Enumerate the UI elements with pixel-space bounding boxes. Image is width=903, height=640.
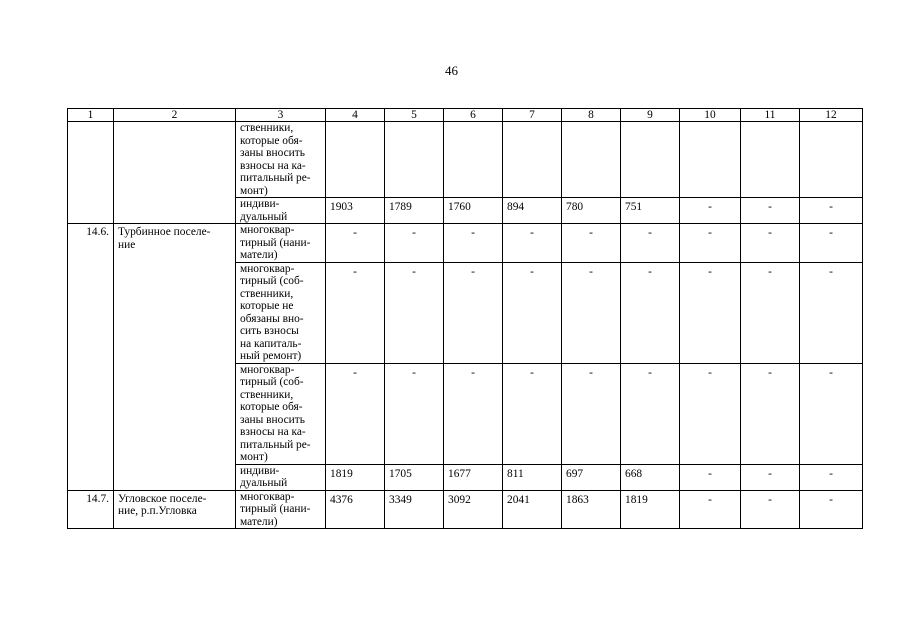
value-cell <box>503 122 562 198</box>
housing-type-line: тирный (нани- <box>240 236 311 249</box>
value-cell <box>385 363 444 464</box>
value-text: - <box>412 227 416 239</box>
value-cell <box>800 224 863 263</box>
column-number-4: 4 <box>326 109 385 122</box>
value-text: - <box>589 265 593 278</box>
value-text: - <box>768 227 772 239</box>
value-cell <box>741 224 800 263</box>
value-text: - <box>471 265 475 278</box>
value-cell <box>562 363 621 464</box>
value-cell <box>741 198 800 224</box>
housing-type-line: ственники, <box>240 122 294 134</box>
page-number: 46 <box>445 63 458 78</box>
value-cell <box>680 464 741 490</box>
row-number: 14.7. <box>86 492 109 505</box>
value-cell <box>385 262 444 363</box>
column-number-2: 2 <box>114 109 236 122</box>
value-text: 3092 <box>448 493 471 506</box>
value-cell <box>800 363 863 464</box>
value-cell <box>326 198 385 224</box>
housing-type-line: многоквар- <box>240 262 295 275</box>
value-text: - <box>530 265 534 278</box>
value-text: 894 <box>507 201 525 213</box>
value-cell <box>503 464 562 490</box>
value-cell <box>444 198 503 224</box>
value-cell <box>326 464 385 490</box>
value-cell <box>326 363 385 464</box>
value-text: - <box>768 366 772 379</box>
value-text: - <box>708 493 712 506</box>
value-text: - <box>768 201 772 213</box>
value-text: 1863 <box>566 493 589 506</box>
value-cell <box>385 490 444 529</box>
housing-type-line: ственники, <box>240 388 294 401</box>
housing-type-cell <box>236 224 326 263</box>
value-text: - <box>353 227 357 239</box>
value-cell <box>444 262 503 363</box>
value-cell <box>503 363 562 464</box>
value-cell <box>326 262 385 363</box>
value-cell <box>562 224 621 263</box>
value-text: - <box>708 265 712 278</box>
value-cell <box>680 262 741 363</box>
value-text: 4376 <box>330 493 353 506</box>
column-number-12: 12 <box>800 109 863 122</box>
housing-type-cell <box>236 198 326 224</box>
housing-type-line: монт) <box>240 184 268 197</box>
value-text: 1677 <box>448 467 471 480</box>
value-text: 668 <box>625 467 643 480</box>
value-text: - <box>471 366 475 379</box>
value-text: 1705 <box>389 467 412 480</box>
housing-type-line: тирный (соб- <box>240 275 304 287</box>
column-number-3: 3 <box>236 109 326 122</box>
value-cell <box>800 122 863 198</box>
value-text: 2041 <box>507 493 530 506</box>
housing-type-cell <box>236 490 326 529</box>
value-cell <box>562 262 621 363</box>
value-text: 1819 <box>330 467 353 480</box>
value-cell <box>800 464 863 490</box>
table-row <box>68 490 863 529</box>
housing-type-line: ственники, <box>240 287 294 300</box>
value-cell <box>385 464 444 490</box>
value-cell <box>741 363 800 464</box>
housing-type-line: на капиталь- <box>240 337 302 350</box>
value-cell <box>503 198 562 224</box>
value-cell <box>800 198 863 224</box>
housing-type-line: заны вносить <box>240 413 305 426</box>
value-cell <box>444 122 503 198</box>
value-text: - <box>768 467 772 480</box>
tariff-table <box>67 108 863 529</box>
value-cell <box>621 224 680 263</box>
housing-type-line: многоквар- <box>240 363 295 376</box>
value-cell <box>621 490 680 529</box>
row-number-cell <box>68 122 114 224</box>
housing-type-line: обязаны вно- <box>240 312 304 325</box>
value-cell <box>680 224 741 263</box>
value-text: 1903 <box>330 201 353 213</box>
row-number-cell <box>68 224 114 491</box>
value-text: - <box>708 201 712 213</box>
housing-type-line: дуальный <box>240 210 288 223</box>
housing-type-line: питальный ре- <box>240 438 311 451</box>
value-text: - <box>708 366 712 379</box>
column-number-6: 6 <box>444 109 503 122</box>
value-text: - <box>471 227 475 239</box>
value-cell <box>326 224 385 263</box>
column-number-7: 7 <box>503 109 562 122</box>
value-cell <box>385 224 444 263</box>
housing-type-cell <box>236 363 326 464</box>
value-text: - <box>829 227 833 239</box>
settlement-name-line: Угловское поселе- <box>118 492 207 505</box>
housing-type-line: многоквар- <box>240 224 295 236</box>
table-row <box>68 122 863 198</box>
value-cell <box>444 363 503 464</box>
row-number-cell <box>68 490 114 529</box>
value-cell <box>621 122 680 198</box>
value-text: - <box>829 493 833 506</box>
value-text: - <box>530 366 534 379</box>
column-number-11: 11 <box>741 109 800 122</box>
value-text: 1760 <box>448 201 471 213</box>
value-cell <box>326 122 385 198</box>
value-cell <box>562 198 621 224</box>
value-cell <box>800 490 863 529</box>
value-text: - <box>648 227 652 239</box>
settlement-name-cell <box>114 122 236 224</box>
column-number-5: 5 <box>385 109 444 122</box>
housing-type-line: сить взносы <box>240 325 299 337</box>
housing-type-line: взносы на ка- <box>240 159 306 172</box>
value-cell <box>444 464 503 490</box>
value-cell <box>680 122 741 198</box>
housing-type-line: индиви- <box>240 198 280 210</box>
value-cell <box>562 122 621 198</box>
housing-type-line: многоквар- <box>240 490 295 503</box>
row-number: 14.6. <box>86 226 109 238</box>
value-text: - <box>708 467 712 480</box>
value-text: - <box>829 366 833 379</box>
value-cell <box>562 464 621 490</box>
value-text: 697 <box>566 467 584 480</box>
housing-type-line: матели) <box>240 249 278 261</box>
column-number-10: 10 <box>680 109 741 122</box>
housing-type-line: которые не <box>240 300 294 312</box>
settlement-name-line: Турбинное поселе- <box>118 226 211 238</box>
column-number-9: 9 <box>621 109 680 122</box>
settlement-name-cell <box>114 224 236 491</box>
value-cell <box>444 224 503 263</box>
housing-type-line: монт) <box>240 451 268 463</box>
housing-type-cell <box>236 464 326 490</box>
value-cell <box>503 224 562 263</box>
value-text: 811 <box>507 467 524 480</box>
housing-type-line: которые обя- <box>240 401 303 413</box>
value-cell <box>503 490 562 529</box>
value-text: - <box>353 265 357 278</box>
value-text: - <box>589 227 593 239</box>
value-cell <box>562 490 621 529</box>
column-number-8: 8 <box>562 109 621 122</box>
value-text: - <box>589 366 593 379</box>
value-cell <box>326 490 385 529</box>
value-cell <box>741 490 800 529</box>
housing-type-line: индиви- <box>240 464 280 477</box>
value-cell <box>621 198 680 224</box>
value-text: - <box>648 366 652 379</box>
value-cell <box>680 490 741 529</box>
value-cell <box>621 262 680 363</box>
value-text: 751 <box>625 201 643 213</box>
column-number-1: 1 <box>68 109 114 122</box>
value-text: - <box>829 467 833 480</box>
value-cell <box>800 262 863 363</box>
table-body <box>68 122 863 529</box>
value-cell <box>503 262 562 363</box>
value-text: 780 <box>566 201 584 213</box>
value-text: - <box>412 366 416 379</box>
settlement-name-line: ние, р.п.Угловка <box>118 505 197 517</box>
housing-type-line: дуальный <box>240 477 288 489</box>
housing-type-cell <box>236 122 326 198</box>
housing-type-cell <box>236 262 326 363</box>
value-text: - <box>648 265 652 278</box>
value-cell <box>621 363 680 464</box>
value-text: - <box>768 265 772 278</box>
value-cell <box>680 198 741 224</box>
settlement-name-cell <box>114 490 236 529</box>
housing-type-line: питальный ре- <box>240 172 311 184</box>
value-text: - <box>829 265 833 278</box>
housing-type-line: заны вносить <box>240 147 305 159</box>
housing-type-line: тирный (нани- <box>240 503 311 515</box>
value-text: 1789 <box>389 201 412 213</box>
value-cell <box>741 122 800 198</box>
value-cell <box>680 363 741 464</box>
value-cell <box>741 464 800 490</box>
settlement-name-line: ние <box>118 238 136 251</box>
value-text: 3349 <box>389 493 412 506</box>
value-cell <box>741 262 800 363</box>
housing-type-line: матели) <box>240 515 278 528</box>
housing-type-line: ный ремонт) <box>240 350 302 362</box>
value-text: - <box>353 366 357 379</box>
value-cell <box>444 490 503 529</box>
value-text: - <box>829 201 833 213</box>
housing-type-line: взносы на ка- <box>240 426 306 438</box>
housing-type-line: тирный (соб- <box>240 376 304 388</box>
value-text: - <box>768 493 772 506</box>
column-number-row <box>68 109 863 122</box>
value-text: - <box>530 227 534 239</box>
value-cell <box>385 198 444 224</box>
table-row <box>68 224 863 263</box>
housing-type-line: которые обя- <box>240 134 303 147</box>
value-cell <box>621 464 680 490</box>
value-text: 1819 <box>625 493 648 506</box>
value-text: - <box>412 265 416 278</box>
value-text: - <box>708 227 712 239</box>
value-cell <box>385 122 444 198</box>
